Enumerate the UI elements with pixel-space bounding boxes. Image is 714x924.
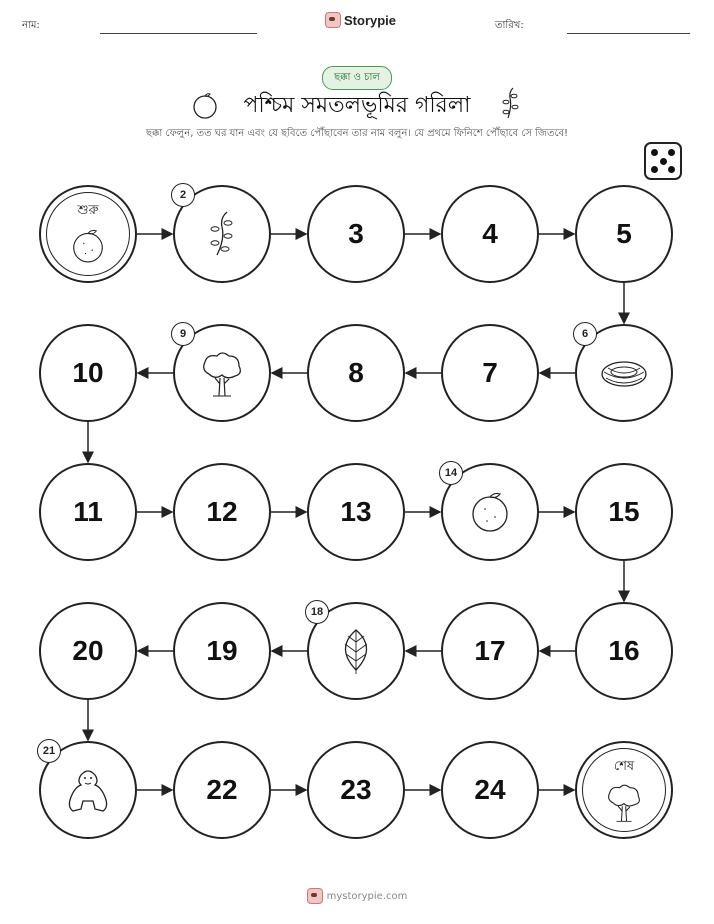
board-cell-3[interactable] — [307, 185, 405, 283]
instructions: ছক্কা ফেলুন, তত ঘর যান এবং যে ছবিতে পৌঁছাবেন তার নাম বলুন। যে প্রথমে ফিনিশে পৌঁছাবে সে জিতবে! — [145, 128, 569, 139]
start-cell[interactable] — [39, 185, 137, 283]
nest-icon — [599, 348, 649, 398]
finish-cell[interactable] — [575, 741, 673, 839]
board-cell-21[interactable] — [39, 741, 137, 839]
board-cell-14[interactable] — [441, 463, 539, 561]
board-cell-24[interactable] — [441, 741, 539, 839]
board-cell-13[interactable] — [307, 463, 405, 561]
finish-label: শেষ — [613, 759, 635, 774]
cell-number: 15 — [608, 496, 640, 527]
footer — [0, 888, 714, 904]
board-cell-20[interactable] — [39, 602, 137, 700]
cell-number: 5 — [616, 218, 632, 249]
board-cell-7[interactable] — [441, 324, 539, 422]
board-cell-4[interactable] — [441, 185, 539, 283]
board-cell-23[interactable] — [307, 741, 405, 839]
board-cell-18[interactable] — [307, 602, 405, 700]
board-cell-19[interactable] — [173, 602, 271, 700]
board-cell-15[interactable] — [575, 463, 673, 561]
cell-number-badge: 18 — [305, 600, 329, 624]
board-cell-9[interactable] — [173, 324, 271, 422]
gorilla-icon — [63, 765, 113, 815]
cell-number: 22 — [206, 774, 238, 805]
cell-number: 13 — [340, 496, 372, 527]
date-label: তারিখ: — [495, 20, 524, 31]
cell-number-badge: 14 — [439, 461, 463, 485]
board-cell-22[interactable] — [173, 741, 271, 839]
leaf-icon — [331, 626, 381, 676]
cell-number: 12 — [206, 496, 238, 527]
footer-url: mystorypie.com — [326, 890, 408, 902]
cell-number: 17 — [474, 635, 506, 666]
cell-number: 11 — [73, 496, 103, 527]
cell-number: 20 — [72, 635, 104, 666]
cell-number: 8 — [348, 357, 364, 388]
page-title: পশ্চিম সমতলভূমির গরিলা — [243, 93, 471, 118]
cell-number-badge: 9 — [171, 322, 195, 346]
cell-number: 19 — [206, 635, 238, 666]
board-cell-12[interactable] — [173, 463, 271, 561]
tree-icon — [197, 348, 247, 398]
tree-icon — [603, 781, 645, 823]
board-cell-2[interactable] — [173, 185, 271, 283]
board-cell-8[interactable] — [307, 324, 405, 422]
orange-icon — [465, 487, 515, 537]
brand-name: Storypie — [344, 12, 397, 28]
vine-icon — [197, 209, 247, 259]
board-cell-11[interactable] — [39, 463, 137, 561]
board-cell-6[interactable] — [575, 324, 673, 422]
board-cell-5[interactable] — [575, 185, 673, 283]
cell-number-badge: 6 — [573, 322, 597, 346]
cell-number-badge: 21 — [37, 739, 61, 763]
board-cell-17[interactable] — [441, 602, 539, 700]
cell-number: 4 — [482, 218, 498, 249]
start-label: শুরু — [77, 203, 99, 218]
game-type-badge: ছক্কা ও চাল — [322, 66, 392, 90]
name-label: নাম: — [22, 20, 40, 31]
orange-icon — [67, 225, 109, 267]
storypie-logo-icon — [307, 888, 323, 904]
board-cell-10[interactable] — [39, 324, 137, 422]
cell-number: 24 — [474, 774, 506, 805]
cell-number: 10 — [72, 357, 104, 388]
cell-number: 3 — [348, 218, 364, 249]
cell-number: 7 — [482, 357, 498, 388]
cell-number: 23 — [340, 774, 372, 805]
cell-number-badge: 2 — [171, 183, 195, 207]
board-cell-16[interactable] — [575, 602, 673, 700]
cell-number: 16 — [608, 635, 640, 666]
